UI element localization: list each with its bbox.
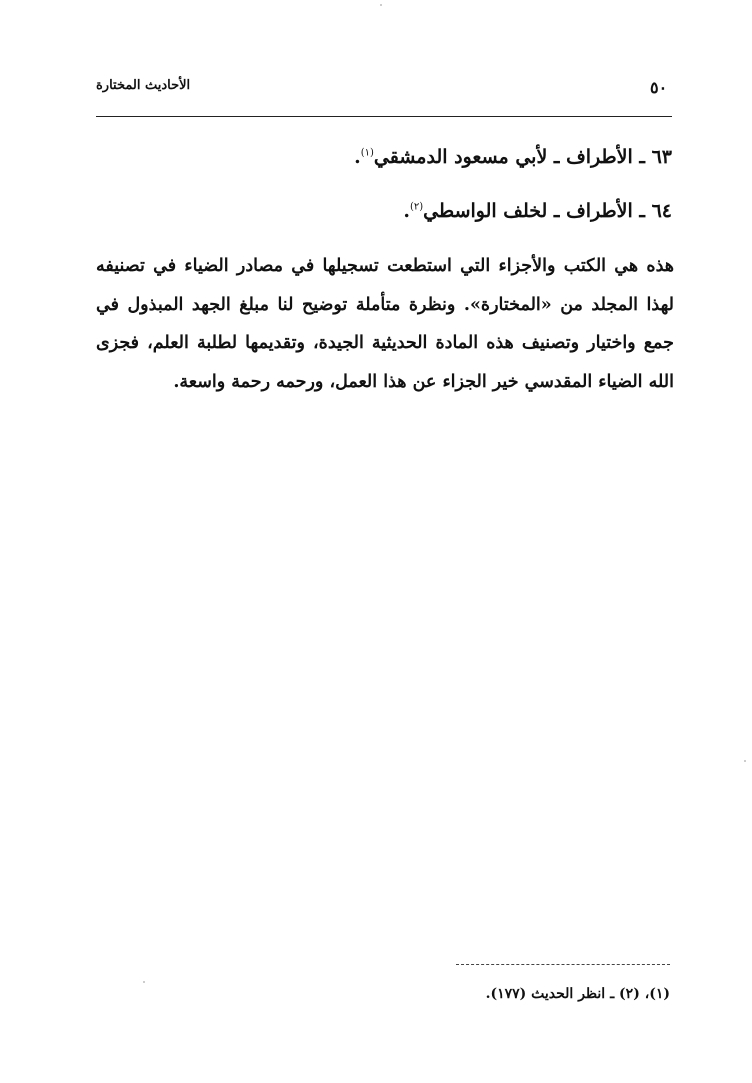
scan-speck — [143, 981, 145, 983]
body-paragraph: هذه هي الكتب والأجزاء التي استطعت تسجيلها في مصادر الضياء في تصنيفه لهذا المجلد من «المختارة». ونظرة متأملة توضيح لنا مبلغ الجهد المبذول في جمع واختيار وتصنيف هذه المادة الحديثية الجيدة، وتقديمها لطلبة العلم، فجزى الله الضياء المقدسي خير الجزاء عن هذا العمل، ورحمه رحمة واسعة. — [96, 256, 674, 392]
footnote-separator — [456, 964, 670, 965]
scan-speck — [380, 4, 382, 6]
list-item-64-text: ٦٤ ـ الأطراف ـ لخلف الواسطي — [423, 200, 672, 222]
running-title: الأحاديث المختارة — [96, 78, 191, 93]
list-item-64-end: . — [403, 200, 410, 222]
footnote-ref-2: (٢) — [409, 201, 424, 213]
list-item-63-end: . — [354, 146, 361, 168]
list-item-64 — [403, 200, 672, 222]
list-item-63-text: ٦٣ ـ الأطراف ـ لأبي مسعود الدمشقي — [373, 146, 672, 168]
list-item-63 — [354, 146, 672, 168]
footnote-ref-1: (١) — [360, 147, 374, 159]
page-number: ٥٠ — [650, 78, 668, 97]
header-rule — [96, 116, 672, 117]
page-header — [96, 78, 672, 102]
footnote-text: (١)، (٢) ـ انظر الحديث (١٧٧). — [485, 986, 670, 1002]
scan-speck — [744, 760, 746, 762]
